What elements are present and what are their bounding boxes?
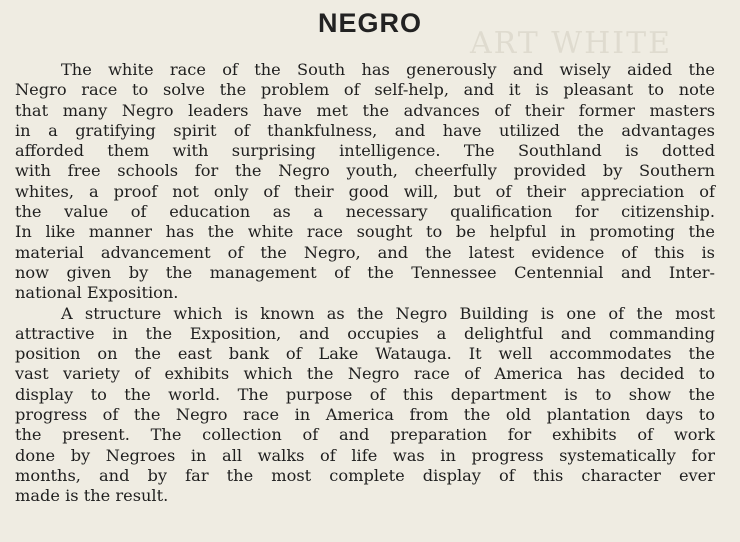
paragraph-2	[15, 304, 715, 507]
text-line: The white race of the South has generously and wisely aided the	[61, 60, 715, 79]
text-line: whites, a proof not only of their good will, but of their appreciation of	[15, 181, 715, 201]
bleed-through-text: ART WHITE	[470, 26, 673, 61]
paragraph-1	[15, 60, 715, 304]
text-line: that many Negro leaders have met the advances of their former masters	[15, 100, 715, 120]
text-line: progress of the Negro race in America from the old plantation days to	[15, 405, 715, 425]
text-line: material advancement of the Negro, and the latest evidence of this is	[15, 242, 715, 262]
text-line: with free schools for the Negro youth, cheerfully provided by Southern	[15, 161, 715, 181]
text-line: attractive in the Exposition, and occupies a delightful and commanding	[15, 323, 715, 343]
text-line: A structure which is known as the Negro Building is one of the most	[61, 303, 715, 323]
text-line: done by Negroes in all walks of life was in progress systematically for	[15, 445, 715, 465]
text-line: made is the result.	[15, 486, 169, 506]
text-line: in a gratifying spirit of thankfulness, and have utilized the advantages	[15, 120, 715, 140]
text-line: afforded them with surprising intelligence. The Southland is dotted	[15, 141, 715, 161]
text-line: In like manner has the white race sought to be helpful in promoting the	[15, 222, 715, 242]
article-body	[15, 60, 715, 507]
text-line: the value of education as a necessary qualification for citizenship.	[15, 202, 715, 222]
page-title: NEGRO	[317, 8, 422, 38]
text-line: position on the east bank of Lake Watauga. It well accommodates the	[15, 344, 715, 364]
text-line: months, and by far the most complete display of this character ever	[15, 465, 715, 485]
text-line: now given by the management of the Tennessee Centennial and Inter-	[15, 262, 715, 282]
text-line: vast variety of exhibits which the Negro race of America has decided to	[15, 364, 715, 384]
text-line: the present. The collection of and preparation for exhibits of work	[15, 425, 715, 445]
text-line: national Exposition.	[15, 283, 179, 303]
text-line: Negro race to solve the problem of self-help, and it is pleasant to note	[15, 80, 715, 100]
text-line: display to the world. The purpose of this department is to show the	[15, 384, 715, 404]
